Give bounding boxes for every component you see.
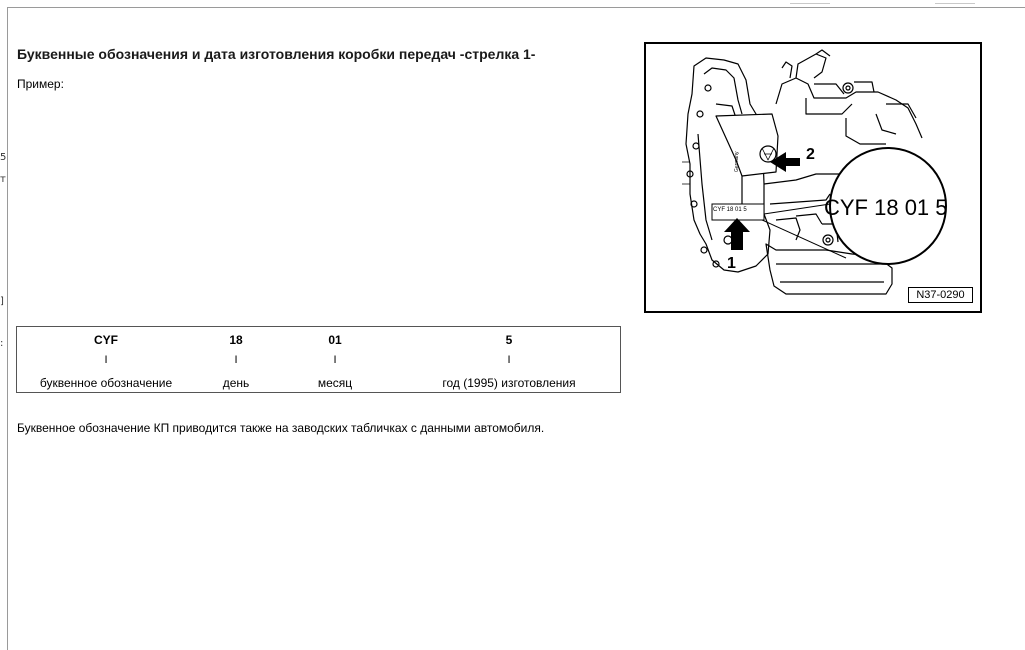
edge-glyph: 5 [0,152,7,163]
housing-label-text: Germany [734,151,740,172]
top-edge-mark [790,0,830,4]
separator-mark: I [234,354,238,366]
figure-reference: N37-0290 [908,287,973,303]
page-title: Буквенные обозначения и дата изготовления коробки передач -стрелка 1- [17,46,536,62]
codes-table [16,326,621,393]
code-day: 18 [229,333,243,347]
code-letters: CYF [94,333,118,347]
window-top-edge [0,0,1025,8]
separator-mark: I [507,354,511,366]
separator-mark: I [333,354,337,366]
arrow-2-label: 2 [806,146,815,163]
edge-glyph: : [0,338,4,349]
code-month: 01 [328,333,342,347]
note-text: Буквенное обозначение КП приводится также на заводских табличках с данными автомобиля. [17,421,545,435]
example-label: Пример: [17,77,64,91]
desc-day: день [222,376,250,390]
magnified-code: CYF 18 01 5 [824,195,948,220]
edge-glyph: ] [0,296,4,307]
edge-glyph: т [0,174,6,185]
code-year: 5 [505,333,513,347]
arrow-1-label: 1 [727,255,736,272]
desc-year: год (1995) изготовления [442,376,576,390]
desc-letters: буквенное обозначение [39,376,173,390]
plate-code-text: CYF 18 01 5 [713,207,747,213]
top-edge-mark [935,0,975,4]
window-left-edge [0,7,8,650]
desc-month: месяц [317,376,353,390]
separator-mark: I [104,354,108,366]
gearbox-drawing [646,44,980,311]
gearbox-figure [644,42,982,313]
